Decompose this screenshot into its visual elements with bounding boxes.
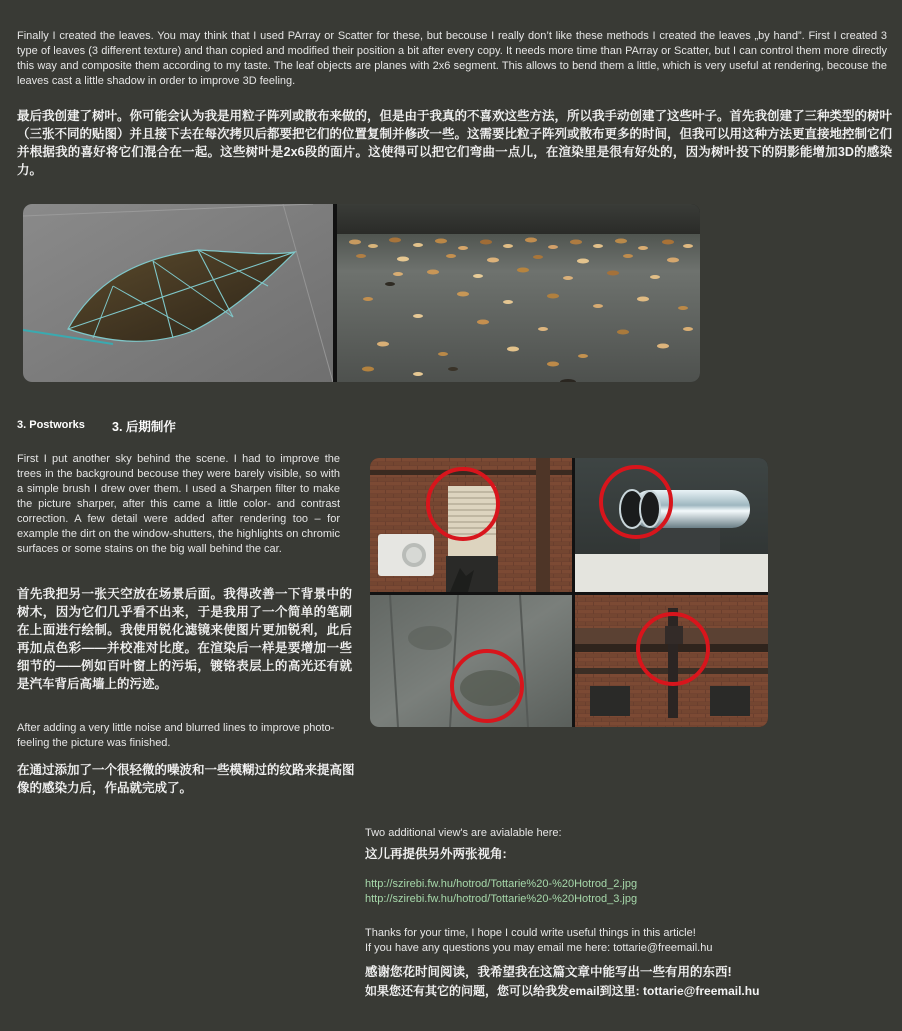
detail-wall-stains [370,595,572,727]
detail-window-shutter [370,458,572,592]
contact-cn: 如果您还有其它的问题，您可以给我发email到这里: tottarie@freemail.hu [365,984,760,998]
postworks-heading-en: 3. Postworks [17,419,85,431]
thanks-cn: 感谢您花时间阅读，我希望我在这篇文章中能写出一些有用的东西! [365,965,732,979]
leaves-paragraph-cn: 最后我创建了树叶。你可能会认为我是用粒子阵列或散布来做的，但是由于我真的不喜欢这些方法，所以我手动创建了这些叶子。首先我创建了三种类型的树叶（三张不同的贴图）并且接下去在每次拷贝后都要把它们的位置复制并修改一些。这需要比粒子阵列或散布更多的时间，但我可以用这种方法更直接地控制它们并根据我的喜好将它们混合在一起。这些树叶是2x6段的面片。这使得可以把它们弯曲一点儿，在渲染里是很有好处的，因为树叶投下的阴影能增加3D的感染力。 [17,109,893,177]
leaves-image-panel [23,204,700,382]
leaf-wireframe-image [23,204,700,382]
finish-paragraph-en: After adding a very little noise and blurred lines to improve photo-feeling the picture was finished. [17,722,335,749]
postworks-heading-cn: 3. 后期制作 [112,420,176,434]
contact-en: If you have any questions you may email me here: tottarie@freemail.hu [365,942,713,954]
additional-views-en: Two additional view's are avialable here: [365,827,562,839]
postworks-detail-panel [370,458,768,727]
thanks-en: Thanks for your time, I hope I could write useful things in this article! [365,927,696,939]
postworks-paragraph-en: First I put another sky behind the scene. I had to improve the trees in the background becouse they were barely visible, so with a simple brush I drew over them. I used a Sharpen filter to make the picture sharper, after this came a little color- and contrast correction. A few detail were added after rendering too – for example the dirt on the window-shutters, the highlights on chromic surfaces or some stains on the big wall behind the car. [17,453,340,555]
view-link-2[interactable]: http://szirebi.fw.hu/hotrod/Tottarie%20-%20Hotrod_2.jpg [365,878,638,890]
leaves-paragraph-en: Finally I created the leaves. You may think that I used PArray or Scatter for these, but becouse I really don’t like these methods I created the leaves „by hand”. First I created 3 type of leaves (3 different texture) and than copied and modified their position a bit after every copy. It needs more time than PArray or Scatter, but I can control them more directly this way and composite them according to my taste. The leaf objects are planes with 2x6 segment. This allows to bend them a little, which is very useful at rendering, becouse the leaves cast a little shadow in order to improve 3D feeling. [17,30,887,87]
detail-chrome-surface [575,458,768,592]
detail-railing [575,595,768,727]
postworks-paragraph-cn: 首先我把另一张天空放在场景后面。我得改善一下背景中的树木，因为它们几乎看不出来，于是我用了一个简单的笔刷在上面进行绘制。我使用锐化滤镜来使图片更加锐利，此后再加点色彩——并校准对比度。在渲染后一样是要增加一些细节的——例如百叶窗上的污垢，镀铬表层上的高光还有就是汽车背后高墙上的污迹。 [17,587,352,691]
additional-views-cn: 这儿再提供另外两张视角: [365,847,507,861]
finish-paragraph-cn: 在通过添加了一个很轻微的噪波和一些模糊过的纹路来提高图像的感染力后，作品就完成了。 [17,763,355,795]
view-link-3[interactable]: http://szirebi.fw.hu/hotrod/Tottarie%20-%20Hotrod_3.jpg [365,893,638,905]
detail-images [370,458,768,727]
